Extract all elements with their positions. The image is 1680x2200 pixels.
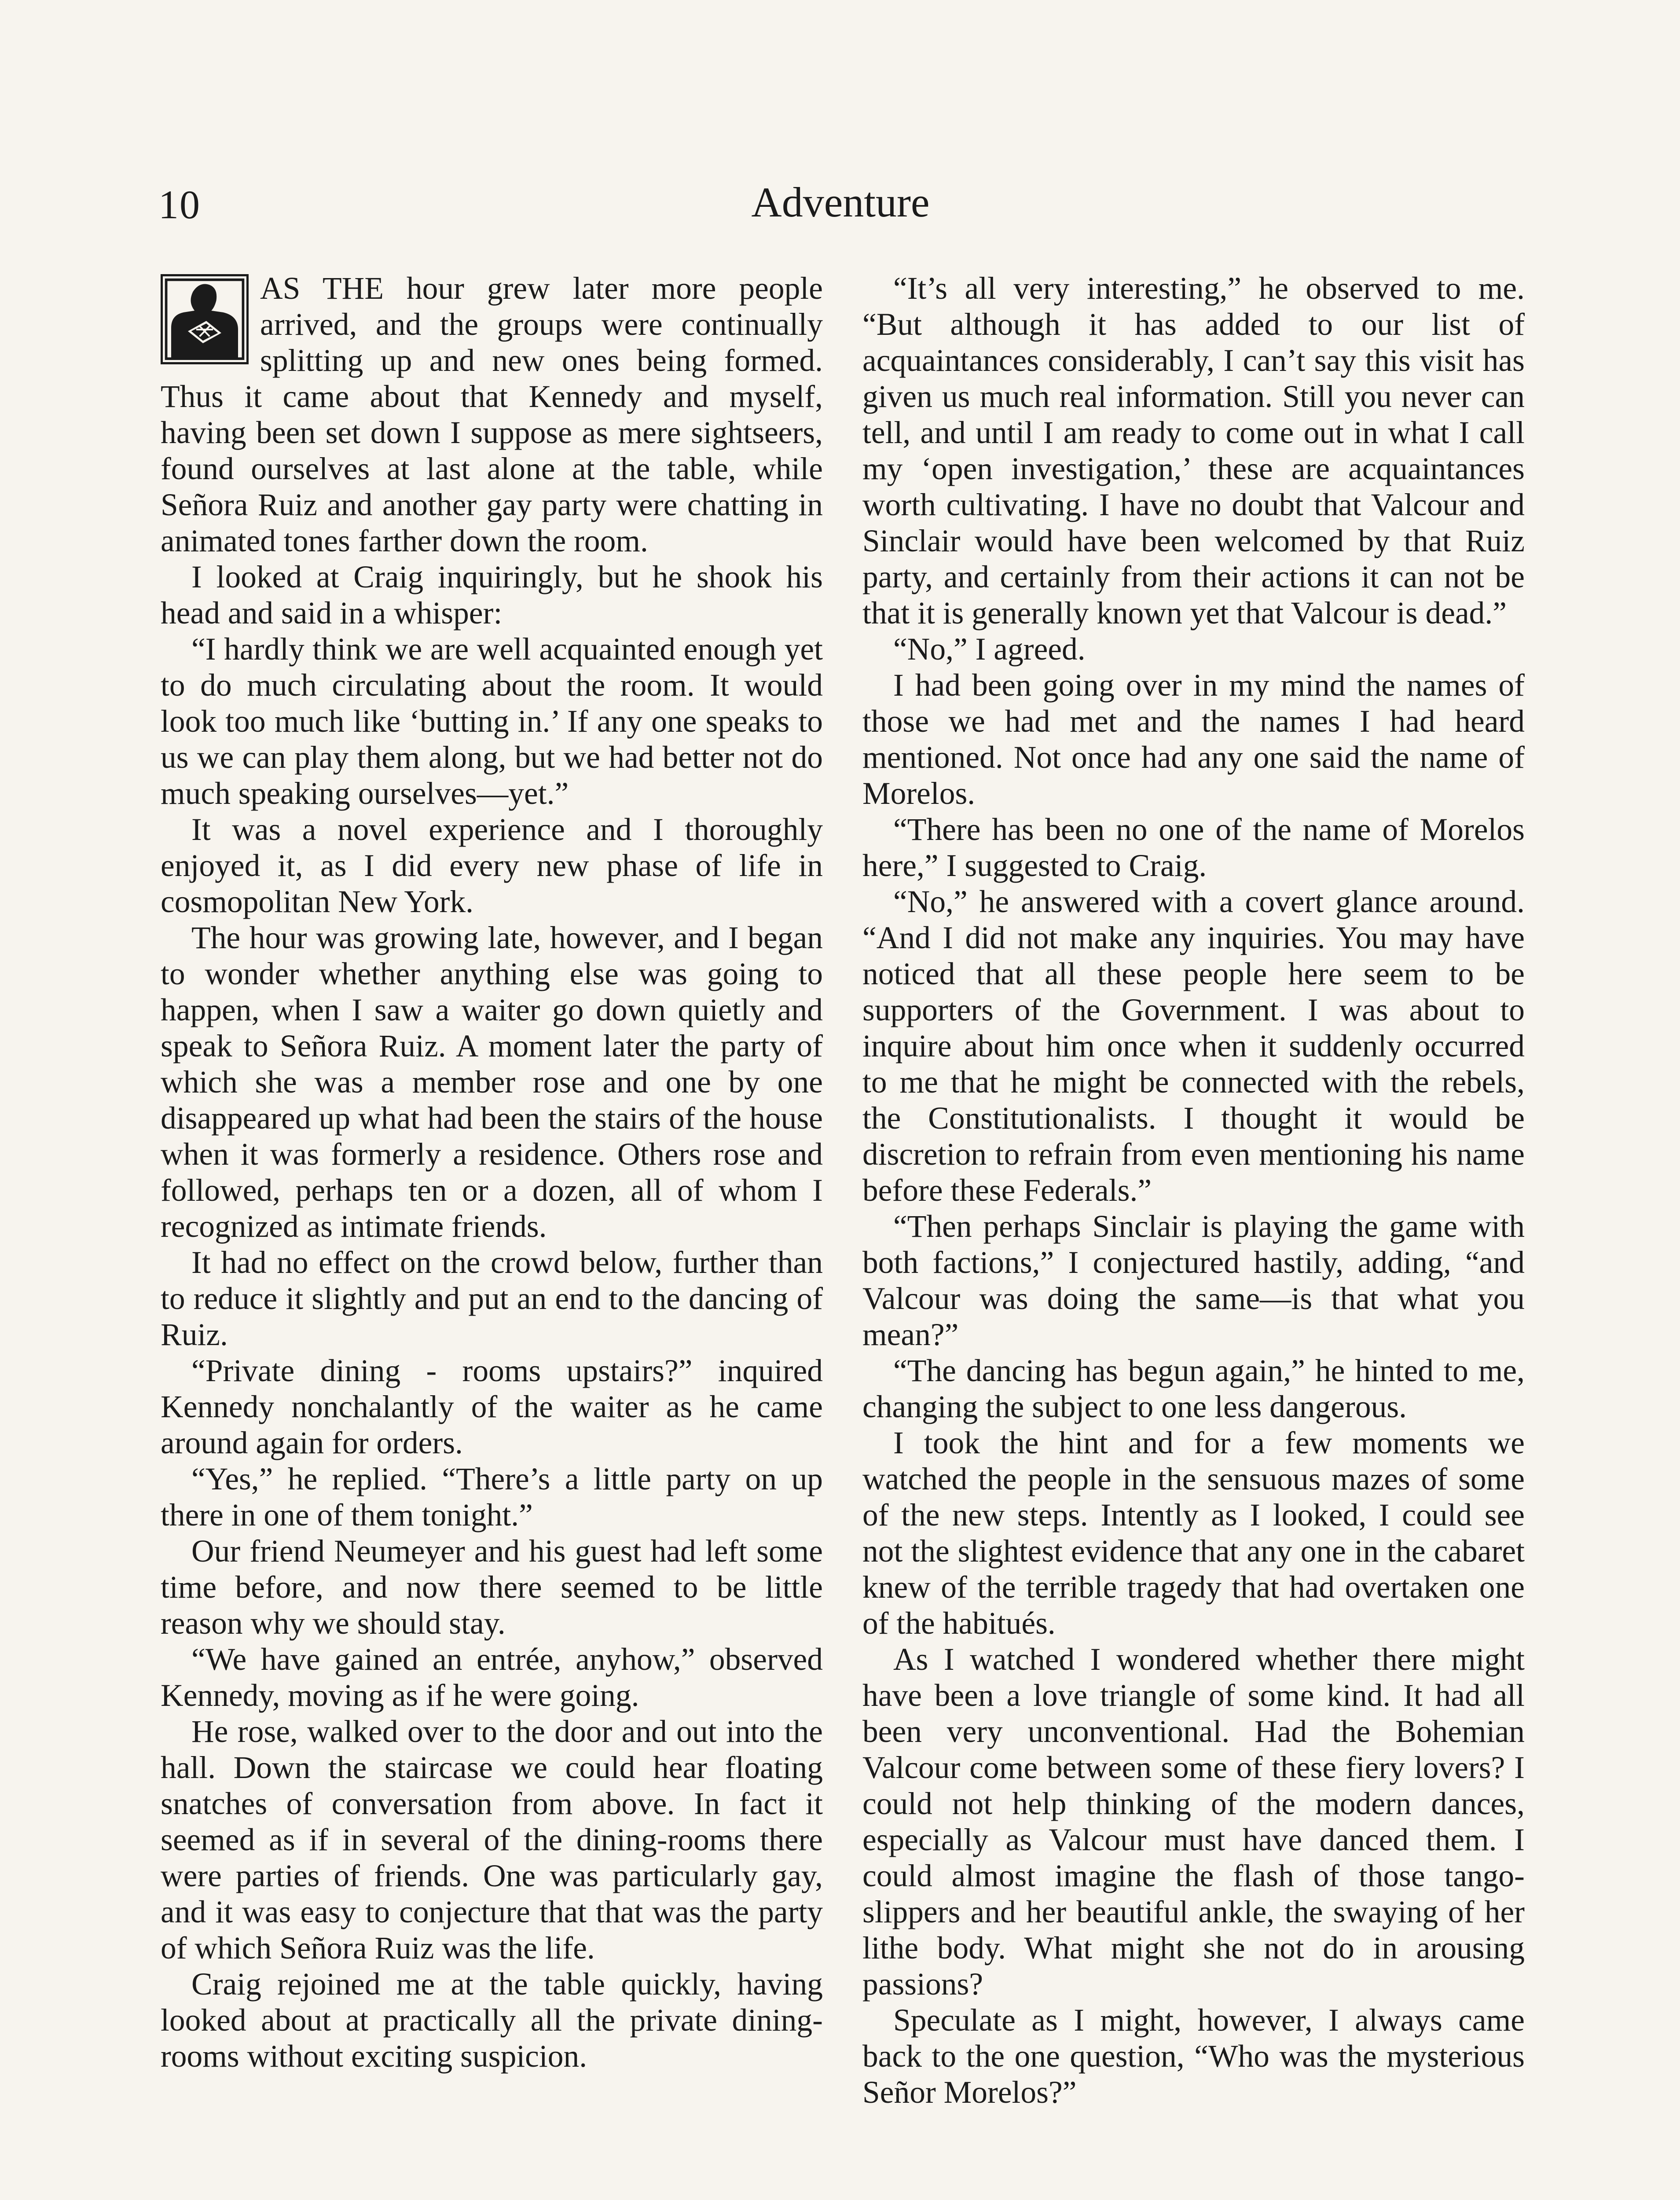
page-number: 10 xyxy=(158,182,201,227)
paragraph: I looked at Craig inquiringly, but he shook his head and said in a whisper: xyxy=(161,560,823,631)
right-column xyxy=(862,271,1525,2111)
paragraph: “It’s all very interesting,” he observed to me. “But although it has added to our list of acquaintances considerably, I can’t say this visit has given us much real information. Still you never can tell, and until I am ready to come out in what I call my ‘open investigation,’ these are acquaintances worth cultivating. I have no doubt that Valcour and Sinclair would have been welcomed by that Ruiz party, and certainly from their actions it can not be that it is generally known yet that Valcour is dead.” xyxy=(862,271,1525,631)
paragraph: “Yes,” he replied. “There’s a little party on up there in one of them tonight.” xyxy=(161,1462,823,1533)
paragraph: “We have gained an entrée, anyhow,” observed Kennedy, moving as if he were going. xyxy=(161,1642,823,1713)
paragraph: “Private dining - rooms upstairs?” inquired Kennedy nonchalantly of the waiter as he came around again for orders. xyxy=(161,1353,823,1460)
paragraph: It was a novel experience and I thoroughly enjoyed it, as I did every new phase of life in cosmopolitan New York. xyxy=(161,812,823,919)
paragraph: “No,” he answered with a covert glance around. “And I did not make any inquiries. You may have noticed that all these people here seem to be supporters of the Government. I was about to inquire about him once when it suddenly occurred to me that he might be connected with the rebels, the Constitutionalists. I thought it would be discretion to refrain from even mentioning his name before these Federals.” xyxy=(862,884,1525,1208)
drop-cap-figure-icon xyxy=(161,274,249,364)
paragraph: I had been going over in my mind the names of those we had met and the names I had heard mentioned. Not once had any one said the name of Morelos. xyxy=(862,668,1525,811)
paragraph: He rose, walked over to the door and out into the hall. Down the staircase we could hear floating snatches of conversation from above. In fact it seemed as if in several of the dining-rooms there were parties of friends. One was particularly gay, and it was easy to conjecture that that was the party of which Señora Ruiz was the life. xyxy=(161,1714,823,1965)
paragraph: The hour was growing late, however, and I began to wonder whether anything else was going to happen, when I saw a waiter go down quietly and speak to Señora Ruiz. A moment later the party of which she was a member rose and one by one disappeared up what had been the stairs of the house when it was formerly a residence. Others rose and followed, perhaps ten or a dozen, all of whom I recognized as intimate friends. xyxy=(161,920,823,1244)
paragraph: “Then perhaps Sinclair is playing the game with both factions,” I conjectured hastily, adding, “and Valcour was doing the same—is that what you mean?” xyxy=(862,1209,1525,1352)
left-column xyxy=(161,271,823,2075)
paragraph: It had no effect on the crowd below, further than to reduce it slightly and put an end to the dancing of Ruiz. xyxy=(161,1245,823,1352)
paragraph: “The dancing has begun again,” he hinted to me, changing the subject to one less dangerous. xyxy=(862,1353,1525,1424)
running-title: Adventure xyxy=(751,179,930,226)
paragraph: AS THE hour grew later more people arrived, and the groups were continually splitting up and new ones being formed. Thus it came about that Kennedy and myself, having been set down I suppose as mere sightseers, found ourselves at last alone at the table, while Señora Ruiz and another gay party were chatting in animated tones farther down the room. xyxy=(161,271,823,558)
paragraph: Craig rejoined me at the table quickly, having looked about at practically all the private dining-rooms without exciting suspicion. xyxy=(161,1967,823,2074)
paragraph: “There has been no one of the name of Morelos here,” I suggested to Craig. xyxy=(862,812,1525,883)
paragraph: “No,” I agreed. xyxy=(893,632,1086,667)
paragraph: I took the hint and for a few moments we watched the people in the sensuous mazes of some of the new steps. Intently as I looked, I could see not the slightest evidence that any one in the cabaret knew of the terrible tragedy that had overtaken one of the habitués. xyxy=(862,1426,1525,1641)
paragraph: Speculate as I might, however, I always came back to the one question, “Who was the mysterious Señor Morelos?” xyxy=(862,2003,1525,2110)
paragraph: As I watched I wondered whether there might have been a love triangle of some kind. It had all been very unconventional. Had the Bohemian Valcour come between some of these fiery lovers? I could not help thinking of the modern dances, especially as Valcour must have danced them. I could almost imagine the flash of those tango-slippers and her beautiful ankle, the swaying of her lithe body. What might she not do in arousing passions? xyxy=(862,1642,1525,2002)
paragraph: Our friend Neumeyer and his guest had left some time before, and now there seemed to be little reason why we should stay. xyxy=(161,1534,823,1641)
paragraph: “I hardly think we are well acquainted enough yet to do much circulating about the room. It would look too much like ‘butting in.’ If any one speaks to us we can play them along, but we had better not do much speaking ourselves—yet.” xyxy=(161,632,823,811)
page-header xyxy=(158,176,1522,238)
